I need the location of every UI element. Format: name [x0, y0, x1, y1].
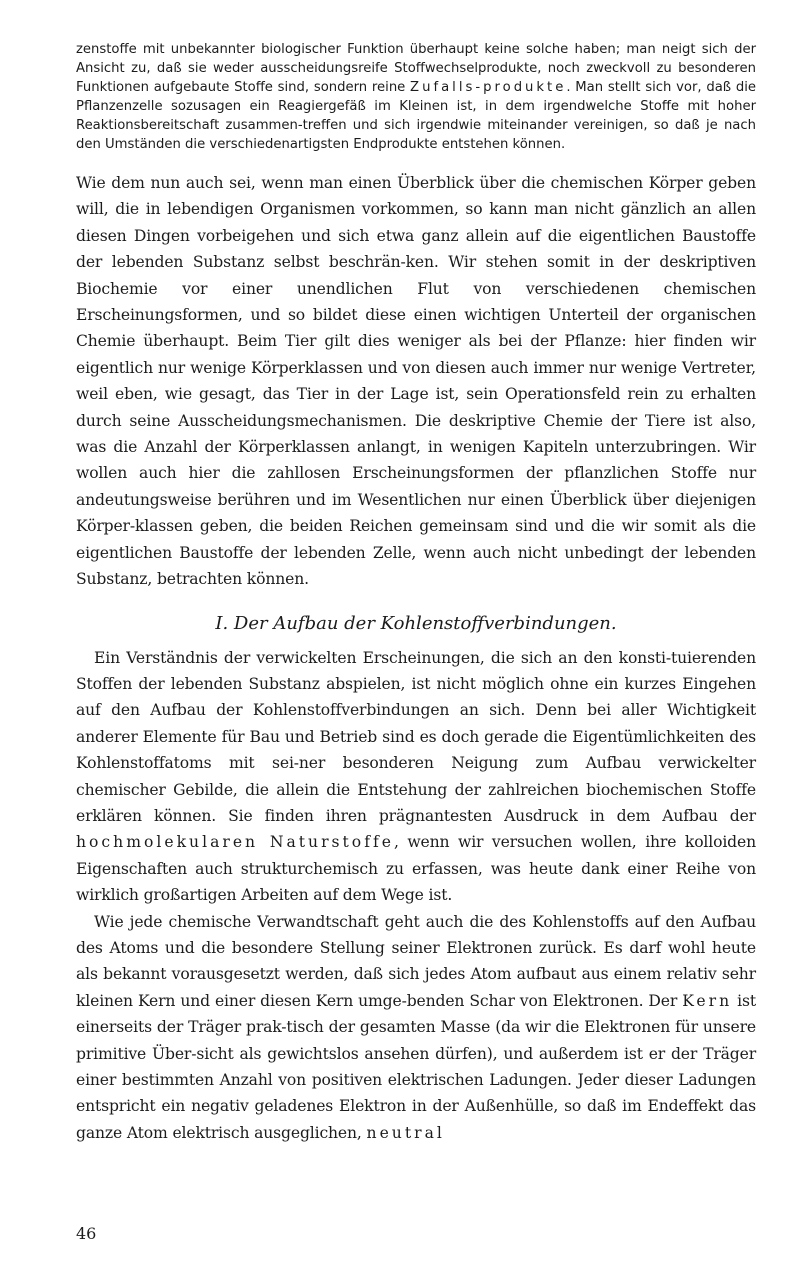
paragraph-atom — [76, 909, 756, 1147]
emphasis-neutral: neutral — [366, 1123, 445, 1142]
emphasis-naturstoffe: hochmolekularen Naturstoffe — [76, 833, 394, 852]
paragraph-understanding-text-end: , wenn wir versuchen wollen, ihre kolloiden Eigenschaften auch strukturchemisch zu erfassen, was heute dank einer Reihe von wirklich großartigen Arbeiten auf dem Wege ist. — [76, 833, 756, 905]
paragraph-atom-text-middle: ist einerseits der Träger prak-tisch der gesamten Masse (da wir die Elektronen für unsere primitive Über-sicht als gewichtslos ansehen dürfen), und außerdem ist er der Träger einer bestimmten Anzahl von positiven elektrischen Ladungen. Jeder dieser Ladungen entspricht ein negativ geladenes Elektron in der Außenhülle, so daß im Endeffekt das ganze Atom elektrisch ausgeglichen, — [76, 991, 756, 1142]
paragraph-intro-text-end: . Man stellt sich vor, daß die Pflanzenzelle sozusagen ein Reagiergefäß im Kleinen ist, in dem irgendwelche Stoffe mit hoher Reaktionsbereitschaft zusammen-treffen und sich irgendwie miteinander vereinigen, so daß je nach den Umständen die verschiedenartigsten Endprodukte entstehen können. — [76, 80, 756, 152]
section-heading: I. Der Aufbau der Kohlenstoffverbindungen. — [215, 612, 617, 634]
paragraph-overview: Wie dem nun auch sei, wenn man einen Überblick über die chemischen Körper geben will, die in lebendigen Organismen vorkommen, so kann man nicht gänzlich an allen diesen Dingen vorbeigehen und sich etwa ganz allein auf die eigentlichen Baustoffe der lebenden Substanz selbst beschrän-ken. Wir stehen somit in der deskriptiven Biochemie vor einer unendlichen Flut von verschiedenen chemischen Erscheinungsformen, und so bildet diese einen wichtigen Unterteil der organischen Chemie überhaupt. Beim Tier gilt dies weniger als bei der Pflanze: hier finden wir eigentlich nur wenige Körperklassen und von diesen auch immer nur wenige Vertreter, weil eben, wie gesagt, das Tier in der Lage ist, sein Operationsfeld rein zu erhalten durch seine Ausscheidungsmechanismen. Die deskriptive Chemie der Tiere ist also, was die Anzahl der Körperklassen anlangt, in wenigen Kapiteln unterzubringen. Wir wollen auch hier die zahllosen Erscheinungsformen der pflanzlichen Stoffe nur andeutungsweise berühren und im Wesentlichen nur einen Überblick über diejenigen Körper-klassen geben, die beiden Reichen gemeinsam sind und die wir somit als die eigentlichen Baustoffe der lebenden Zelle, wenn auch nicht unbedingt der lebenden Substanz, betrachten können. — [76, 174, 756, 589]
paragraph-understanding — [76, 645, 756, 909]
page-number: 46 — [76, 1224, 97, 1243]
paragraph-intro-text: zenstoffe mit unbekannter biologischer Funktion überhaupt keine solche haben; man neigt sich der Ansicht zu, daß sie weder ausscheidungsreife Stoffwechselprodukte, noch zweckvoll zu besonderen Funktionen aufgebaute Stoffe sind, sondern reine — [76, 42, 756, 95]
paragraph-atom-text: Wie jede chemische Verwandtschaft geht auch die des Kohlenstoffs auf den Aufbau des Atoms und die besondere Stellung seiner Elektronen zurück. Es darf wohl heute als bekannt vorausgesetzt werden, daß sich jedes Atom aufbaut aus einem relativ sehr kleinen Kern und einer diesen Kern umge-benden Schar von Elektronen. Der — [76, 912, 756, 1010]
emphasis-zufallsprodukte: Zufalls-produkte — [410, 80, 567, 95]
paragraph-understanding-text: Ein Verständnis der verwickelten Erscheinungen, die sich an den konsti-tuierenden Stoffen der lebenden Substanz abspielen, ist nicht möglich ohne ein kurzes Eingehen auf den Aufbau der Kohlenstoffverbindungen an sich. Denn bei aller Wichtigkeit anderer Elemente für Bau und Betrieb sind es doch gerade die Eigentümlichkeiten des Kohlenstoffatoms mit sei-ner besonderen Neigung zum Aufbau verwickelter chemischer Gebilde, die allein die Entstehung der zahlreichen biochemischen Stoffe erklären können. Sie finden ihren prägnantesten Ausdruck in dem Aufbau der — [76, 648, 756, 825]
emphasis-kern: Kern — [682, 991, 733, 1010]
paragraph-intro — [76, 40, 756, 154]
page-body — [76, 40, 756, 1146]
